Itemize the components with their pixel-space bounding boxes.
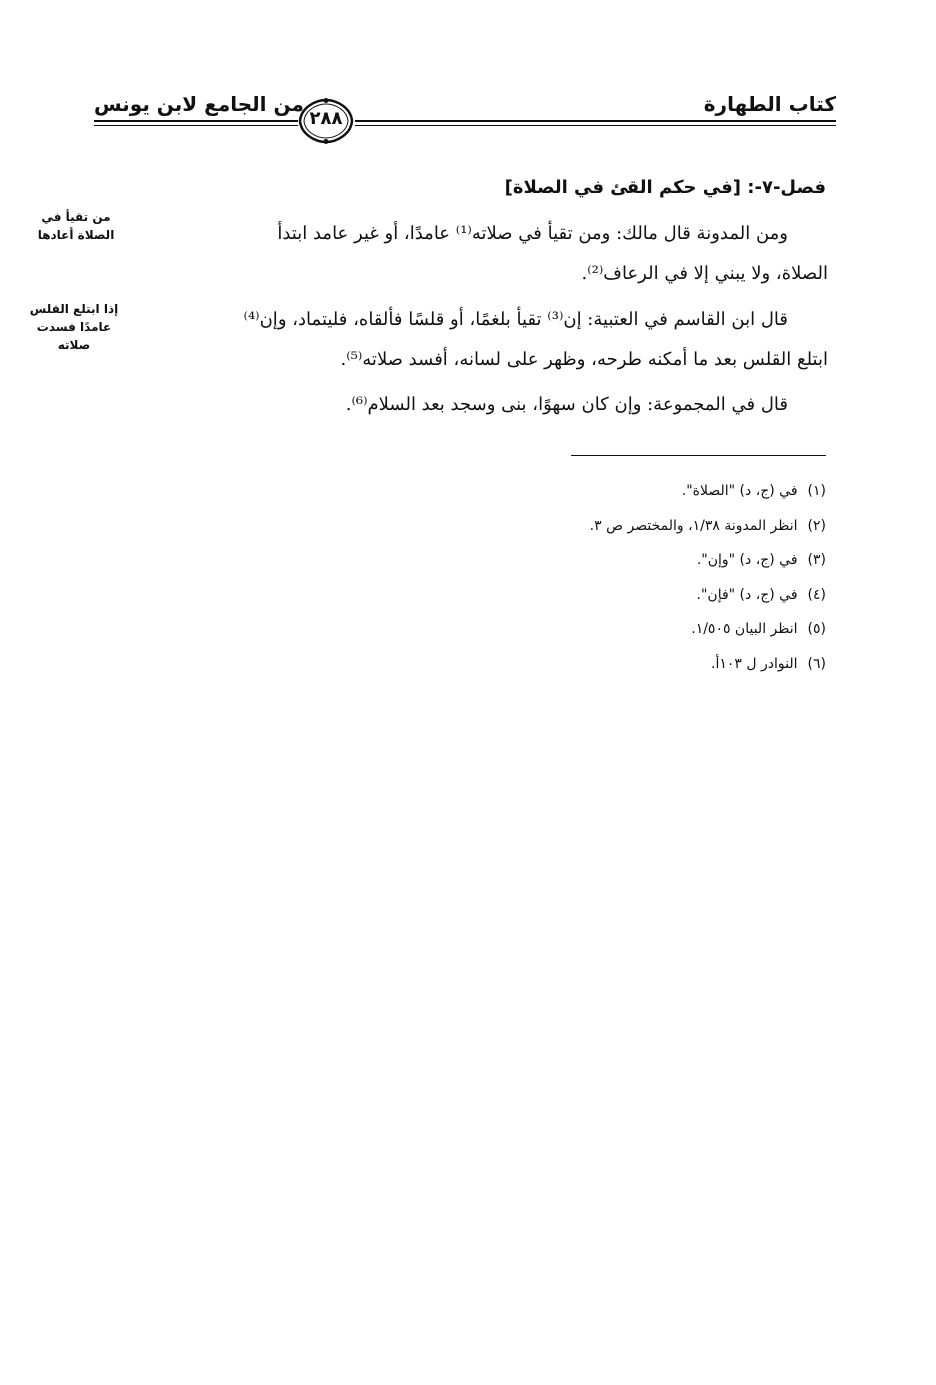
footnote	[590, 578, 826, 613]
header-rule-left	[94, 120, 298, 122]
footnote	[590, 647, 826, 682]
paragraph-line: الصلاة، ولا يبني إلا في الرعاف⁽²⁾.	[581, 263, 828, 284]
footnote-number: (١)	[807, 483, 826, 499]
footnotes	[590, 474, 826, 681]
paragraph-line: قال ابن القاسم في العتبية: إن⁽³⁾ تقيأ بلغمًا، أو قلسًا فألقاه، فليتماد، وإن⁽⁴⁾	[243, 309, 788, 330]
paragraph-line: ابتلع القلس بعد ما أمكنه طرحه، وظهر على لسانه، أفسد صلاته⁽⁵⁾.	[340, 349, 828, 370]
running-header-series-title: من الجامع لابن يونس	[94, 92, 304, 116]
header-rule-right	[355, 120, 836, 122]
paragraph-1	[98, 214, 828, 294]
running-header-book-title: كتاب الطهارة	[703, 92, 836, 116]
paragraph-2	[98, 300, 828, 380]
page-number: ٢٨٨	[309, 108, 343, 129]
footnote	[590, 543, 826, 578]
footnote-number: (٥)	[807, 621, 826, 637]
footnote-number: (٣)	[807, 552, 826, 568]
footnote-number: (٦)	[807, 655, 826, 672]
page-number-badge	[297, 98, 355, 144]
header-rule-right-thin	[355, 125, 836, 126]
paragraph-line: ومن المدونة قال مالك: ومن تقيأ في صلاته⁽¹⁾ عامدًا، أو غير عامد ابتدأ	[277, 223, 788, 244]
footnote	[590, 474, 826, 509]
footnote-text: النوادر ل ١٠٣أ.	[711, 655, 798, 672]
paragraph-line: قال في المجموعة: وإن كان سهوًا، بنى وسجد بعد السلام⁽⁶⁾.	[345, 394, 788, 415]
paragraph-3	[98, 385, 828, 425]
footnote-number: (٤)	[807, 586, 826, 603]
header-rule-left-thin	[94, 125, 298, 126]
footnote-text: في (ج، د) "فإن".	[696, 586, 798, 603]
footnote-text: انظر البيان ١/٥٠٥.	[691, 621, 798, 637]
footnote-text: في (ج، د) "الصلاة".	[681, 483, 798, 499]
footnote-text: انظر المدونة ١/٣٨، والمختصر ص ٣.	[589, 517, 798, 534]
footnote	[590, 612, 826, 647]
margin-note-2: إذا ابتلع القلس عامدًا فسدت صلاته	[29, 302, 119, 352]
footnote-text: في (ج، د) "وإن".	[696, 552, 798, 568]
footnote-number: (٢)	[807, 517, 826, 534]
section-heading: فصل-٧-: [في حكم القئ في الصلاة]	[504, 177, 826, 198]
footnote	[590, 509, 826, 544]
margin-note-1: من تقيأ في الصلاة أعادها	[37, 210, 115, 242]
footnote-separator	[571, 455, 826, 456]
